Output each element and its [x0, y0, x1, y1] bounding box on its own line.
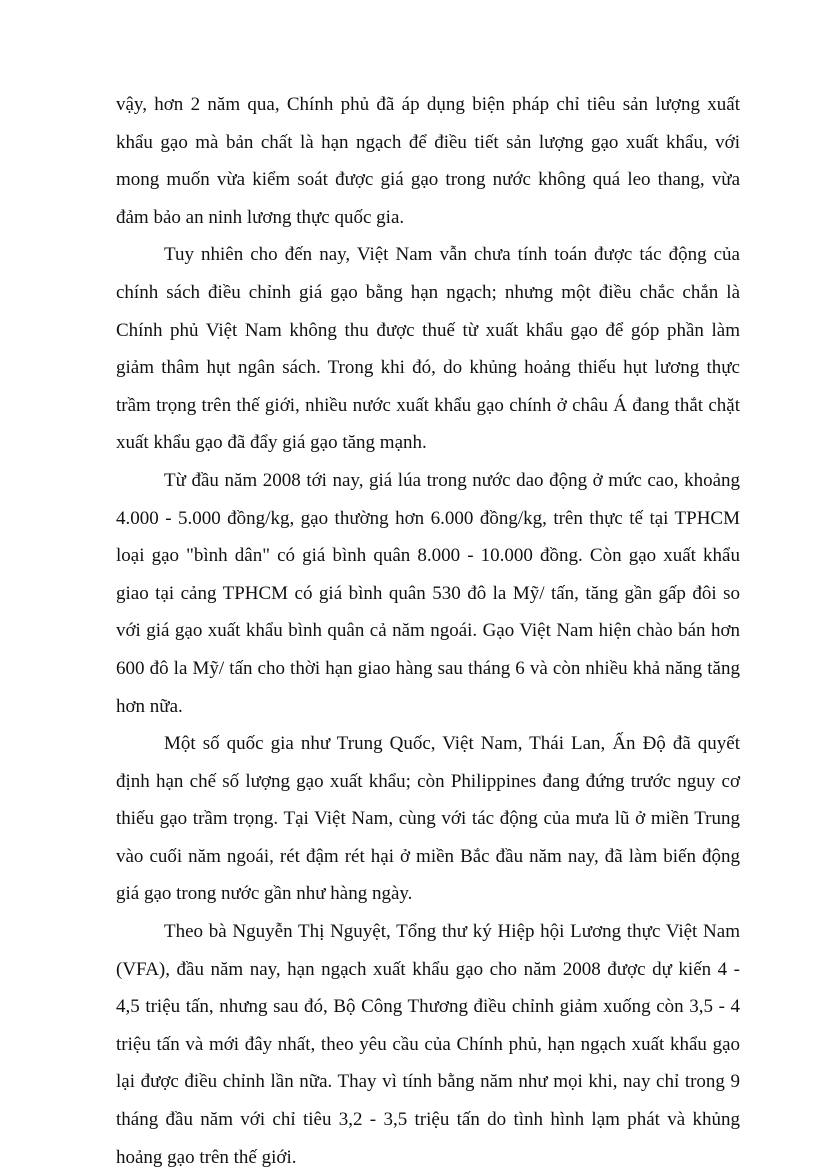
paragraph-4: Một số quốc gia như Trung Quốc, Việt Nam, Thái Lan, Ấn Độ đã quyết định hạn chế số lượng gạo xuất khẩu; còn Philippines đang đứng trước nguy cơ thiếu gạo trầm trọng. Tại Việt Nam, cùng với tác động của mưa lũ ở miền Trung vào cuối năm ngoái, rét đậm rét hại ở miền Bắc đầu năm nay, đã làm biến động giá gạo trong nước gần như hàng ngày.: [116, 733, 740, 905]
paragraph-1: vậy, hơn 2 năm qua, Chính phủ đã áp dụng biện pháp chỉ tiêu sản lượng xuất khẩu gạo mà bản chất là hạn ngạch để điều tiết sản lượng gạo xuất khẩu, với mong muốn vừa kiểm soát được giá gạo trong nước không quá leo thang, vừa đảm bảo an ninh lương thực quốc gia.: [116, 94, 740, 228]
paragraph-5: Theo bà Nguyễn Thị Nguyệt, Tổng thư ký Hiệp hội Lương thực Việt Nam (VFA), đầu năm nay, hạn ngạch xuất khẩu gạo cho năm 2008 được dự kiến 4 - 4,5 triệu tấn, nhưng sau đó, Bộ Công Thương điều chỉnh giảm xuống còn 3,5 - 4 triệu tấn và mới đây nhất, theo yêu cầu của Chính phủ, hạn ngạch xuất khẩu gạo lại được điều chỉnh lần nữa. Thay vì tính bằng năm như mọi khi, nay chỉ trong 9 tháng đầu năm với chỉ tiêu 3,2 - 3,5 triệu tấn do tình hình lạm phát và khủng hoảng gạo trên thế giới.: [116, 921, 740, 1168]
document-body: [116, 86, 740, 1176]
paragraph-3: Từ đầu năm 2008 tới nay, giá lúa trong nước dao động ở mức cao, khoảng 4.000 - 5.000 đồng/kg, gạo thường hơn 6.000 đồng/kg, trên thực tế tại TPHCM loại gạo "bình dân" có giá bình quân 8.000 - 10.000 đồng. Còn gạo xuất khẩu giao tại cảng TPHCM có giá bình quân 530 đô la Mỹ/ tấn, tăng gần gấp đôi so với giá gạo xuất khẩu bình quân cả năm ngoái. Gạo Việt Nam hiện chào bán hơn 600 đô la Mỹ/ tấn cho thời hạn giao hàng sau tháng 6 và còn nhiều khả năng tăng hơn nữa.: [116, 469, 740, 717]
paragraph-2: Tuy nhiên cho đến nay, Việt Nam vẫn chưa tính toán được tác động của chính sách điều chỉnh giá gạo bằng hạn ngạch; nhưng một điều chắc chắn là Chính phủ Việt Nam không thu được thuế từ xuất khẩu gạo để góp phần làm giảm thâm hụt ngân sách. Trong khi đó, do khủng hoảng thiếu hụt lương thực trầm trọng trên thế giới, nhiều nước xuất khẩu gạo chính ở châu Á đang thắt chặt xuất khẩu gạo đã đẩy giá gạo tăng mạnh.: [116, 244, 740, 454]
